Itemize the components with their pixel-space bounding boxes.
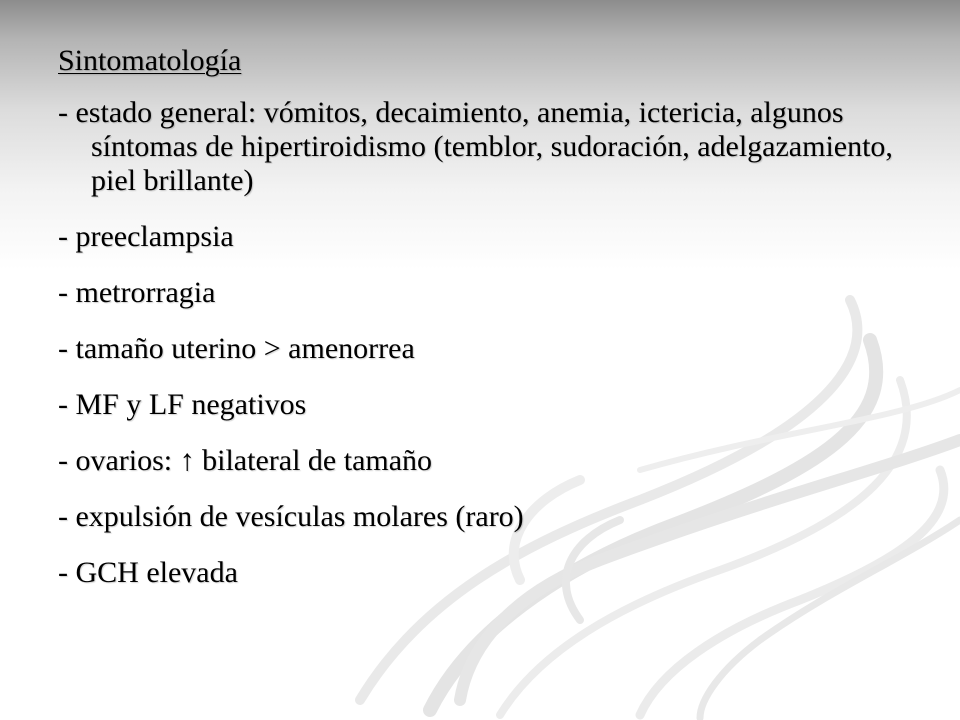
list-item-ovarios: - ovarios: ↑ bilateral de tamaño	[58, 444, 433, 477]
list-item-metrorragia: - metrorragia	[58, 276, 216, 309]
list-item-gch-elevada: - GCH elevada	[58, 556, 238, 589]
symptom-list	[58, 96, 918, 590]
list-item-tamano-uterino: - tamaño uterino > amenorrea	[58, 332, 415, 365]
slide-heading: Sintomatología	[58, 44, 242, 77]
list-item-mf-lf: - MF y LF negativos	[58, 388, 307, 421]
list-item-expulsion-vesiculas: - expulsión de vesículas molares (raro)	[58, 500, 524, 533]
slide-content	[58, 44, 918, 612]
list-item-preeclampsia: - preeclampsia	[58, 220, 234, 253]
list-item-estado-general: - estado general: vómitos, decaimiento, anemia, ictericia, algunos síntomas de hipertiroidismo (temblor, sudoración, adelgazamiento, piel brillante)	[58, 96, 893, 197]
